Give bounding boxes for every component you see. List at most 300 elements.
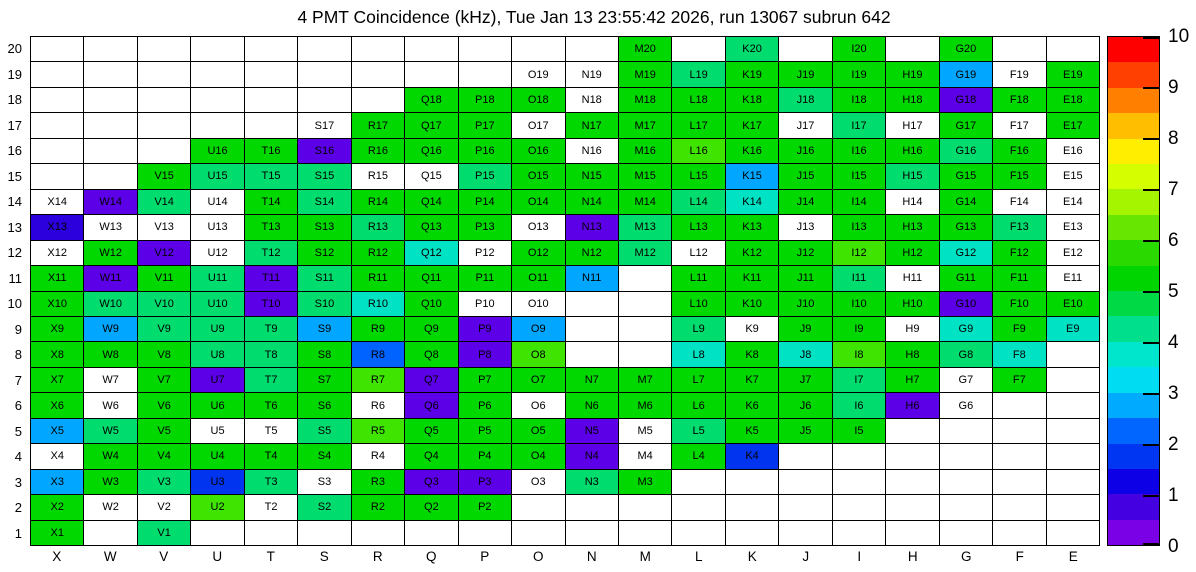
- cell-R16: R16: [352, 139, 404, 163]
- cell-empty-V16: [138, 139, 190, 163]
- cell-L10: L10: [672, 292, 724, 316]
- cell-I6: I6: [833, 393, 885, 417]
- cell-O11: O11: [512, 266, 564, 290]
- colorbar-band-3: [1108, 113, 1159, 138]
- cell-empty-F20: [993, 37, 1045, 61]
- cell-R14: R14: [352, 190, 404, 214]
- cell-J11: J11: [779, 266, 831, 290]
- cell-U5: U5: [191, 419, 243, 443]
- cell-H13: H13: [886, 215, 938, 239]
- cell-X9: X9: [31, 317, 83, 341]
- cell-G8: G8: [940, 342, 992, 366]
- cell-U16: U16: [191, 139, 243, 163]
- cell-J10: J10: [779, 292, 831, 316]
- cell-I7: I7: [833, 368, 885, 392]
- y-axis-label-11: 11: [8, 270, 22, 286]
- colorbar-band-1: [1108, 62, 1159, 87]
- colorbar-band-8: [1108, 240, 1159, 265]
- cell-W9: W9: [84, 317, 136, 341]
- cell-T6: T6: [245, 393, 297, 417]
- cell-S13: S13: [298, 215, 350, 239]
- cell-W7: W7: [84, 368, 136, 392]
- cell-T4: T4: [245, 444, 297, 468]
- cell-T7: T7: [245, 368, 297, 392]
- y-axis-label-4: 4: [14, 449, 22, 464]
- cell-empty-N20: [566, 37, 618, 61]
- cell-L9: L9: [672, 317, 724, 341]
- cell-empty-J20: [779, 37, 831, 61]
- cell-S14: S14: [298, 190, 350, 214]
- cell-R15: R15: [352, 164, 404, 188]
- colorbar-tick-9: [1143, 87, 1159, 89]
- cell-empty-X15: [31, 164, 83, 188]
- cell-empty-R18: [352, 88, 404, 112]
- cell-K18: K18: [726, 88, 778, 112]
- cell-V13: V13: [138, 215, 190, 239]
- cell-J5: J5: [779, 419, 831, 443]
- y-axis-label-6: 6: [14, 398, 22, 413]
- colorbar-band-2: [1108, 88, 1159, 113]
- cell-M14: M14: [619, 190, 671, 214]
- cell-empty-E4: [1047, 444, 1099, 468]
- cell-empty-H3: [886, 470, 938, 494]
- cell-empty-W1: [84, 521, 136, 545]
- cell-empty-G4: [940, 444, 992, 468]
- cell-W5: W5: [84, 419, 136, 443]
- colorbar-tick-5: [1143, 291, 1159, 293]
- cell-R7: R7: [352, 368, 404, 392]
- cell-I12: I12: [833, 241, 885, 265]
- x-axis-label-H: H: [907, 549, 918, 564]
- cell-N5: N5: [566, 419, 618, 443]
- cell-empty-U1: [191, 521, 243, 545]
- colorbar-tick-label-4: 4: [1168, 332, 1179, 353]
- cell-X1: X1: [31, 521, 83, 545]
- cell-empty-P19: [459, 62, 511, 86]
- cell-T9: T9: [245, 317, 297, 341]
- cell-empty-X19: [31, 62, 83, 86]
- cell-R6: R6: [352, 393, 404, 417]
- cell-empty-L2: [672, 495, 724, 519]
- cell-E14: E14: [1047, 190, 1099, 214]
- cell-T8: T8: [245, 342, 297, 366]
- cell-U11: U11: [191, 266, 243, 290]
- heatmap-grid: [30, 36, 1100, 546]
- cell-U14: U14: [191, 190, 243, 214]
- cell-T3: T3: [245, 470, 297, 494]
- cell-F12: F12: [993, 241, 1045, 265]
- cell-E11: E11: [1047, 266, 1099, 290]
- cell-empty-M11: [619, 266, 671, 290]
- cell-empty-M2: [619, 495, 671, 519]
- cell-Q9: Q9: [405, 317, 457, 341]
- colorbar-band-12: [1108, 342, 1159, 367]
- cell-empty-X17: [31, 113, 83, 137]
- cell-empty-V19: [138, 62, 190, 86]
- cell-empty-M10: [619, 292, 671, 316]
- cell-O10: O10: [512, 292, 564, 316]
- y-axis-label-12: 12: [7, 245, 22, 260]
- cell-empty-I3: [833, 470, 885, 494]
- cell-L5: L5: [672, 419, 724, 443]
- cell-V10: V10: [138, 292, 190, 316]
- y-axis-label-20: 20: [7, 41, 22, 56]
- cell-M18: M18: [619, 88, 671, 112]
- cell-G11: G11: [940, 266, 992, 290]
- cell-V15: V15: [138, 164, 190, 188]
- cell-S10: S10: [298, 292, 350, 316]
- cell-empty-E5: [1047, 419, 1099, 443]
- cell-O16: O16: [512, 139, 564, 163]
- colorbar-tick-label-7: 7: [1168, 179, 1179, 200]
- cell-P7: P7: [459, 368, 511, 392]
- cell-P6: P6: [459, 393, 511, 417]
- y-axis-label-8: 8: [14, 347, 22, 362]
- cell-O15: O15: [512, 164, 564, 188]
- cell-X11: X11: [31, 266, 83, 290]
- cell-P9: P9: [459, 317, 511, 341]
- cell-empty-U19: [191, 62, 243, 86]
- cell-I9: I9: [833, 317, 885, 341]
- cell-G20: G20: [940, 37, 992, 61]
- cell-empty-Q1: [405, 521, 457, 545]
- cell-empty-L3: [672, 470, 724, 494]
- cell-empty-K1: [726, 521, 778, 545]
- y-axis-label-19: 19: [7, 66, 22, 82]
- cell-empty-O2: [512, 495, 564, 519]
- cell-N3: N3: [566, 470, 618, 494]
- cell-L7: L7: [672, 368, 724, 392]
- cell-empty-T17: [245, 113, 297, 137]
- cell-empty-F5: [993, 419, 1045, 443]
- cell-E15: E15: [1047, 164, 1099, 188]
- cell-I16: I16: [833, 139, 885, 163]
- cell-R12: R12: [352, 241, 404, 265]
- cell-M16: M16: [619, 139, 671, 163]
- cell-empty-H1: [886, 521, 938, 545]
- cell-G9: G9: [940, 317, 992, 341]
- cell-empty-H4: [886, 444, 938, 468]
- cell-K16: K16: [726, 139, 778, 163]
- cell-T11: T11: [245, 266, 297, 290]
- cell-P13: P13: [459, 215, 511, 239]
- cell-T14: T14: [245, 190, 297, 214]
- cell-M19: M19: [619, 62, 671, 86]
- cell-empty-E20: [1047, 37, 1099, 61]
- cell-empty-E7: [1047, 368, 1099, 392]
- cell-G15: G15: [940, 164, 992, 188]
- cell-empty-M1: [619, 521, 671, 545]
- cell-P3: P3: [459, 470, 511, 494]
- cell-K8: K8: [726, 342, 778, 366]
- cell-R11: R11: [352, 266, 404, 290]
- x-axis-label-K: K: [747, 549, 757, 564]
- colorbar-band-10: [1108, 291, 1159, 316]
- cell-R10: R10: [352, 292, 404, 316]
- cell-O8: O8: [512, 342, 564, 366]
- cell-W10: W10: [84, 292, 136, 316]
- cell-empty-E3: [1047, 470, 1099, 494]
- colorbar-band-17: [1108, 469, 1159, 494]
- cell-I15: I15: [833, 164, 885, 188]
- colorbar-band-16: [1108, 444, 1159, 469]
- cell-F13: F13: [993, 215, 1045, 239]
- cell-F7: F7: [993, 368, 1045, 392]
- colorbar-tick-2: [1143, 444, 1159, 446]
- cell-K5: K5: [726, 419, 778, 443]
- cell-X5: X5: [31, 419, 83, 443]
- cell-L15: L15: [672, 164, 724, 188]
- x-axis-label-R: R: [372, 549, 383, 564]
- colorbar-band-9: [1108, 266, 1159, 291]
- cell-U12: U12: [191, 241, 243, 265]
- cell-S12: S12: [298, 241, 350, 265]
- cell-N6: N6: [566, 393, 618, 417]
- cell-U4: U4: [191, 444, 243, 468]
- cell-K19: K19: [726, 62, 778, 86]
- y-axis-label-16: 16: [7, 143, 22, 158]
- cell-empty-W17: [84, 113, 136, 137]
- colorbar-tick-label-0: 0: [1168, 536, 1179, 557]
- cell-G7: G7: [940, 368, 992, 392]
- cell-J12: J12: [779, 241, 831, 265]
- colorbar-tick-0: [1143, 543, 1159, 545]
- cell-G19: G19: [940, 62, 992, 86]
- cell-H19: H19: [886, 62, 938, 86]
- x-axis-label-J: J: [802, 549, 810, 564]
- cell-O14: O14: [512, 190, 564, 214]
- cell-V14: V14: [138, 190, 190, 214]
- cell-L14: L14: [672, 190, 724, 214]
- cell-E12: E12: [1047, 241, 1099, 265]
- cell-N14: N14: [566, 190, 618, 214]
- cell-F15: F15: [993, 164, 1045, 188]
- cell-empty-H5: [886, 419, 938, 443]
- cell-I14: I14: [833, 190, 885, 214]
- cell-K12: K12: [726, 241, 778, 265]
- cell-W13: W13: [84, 215, 136, 239]
- cell-M5: M5: [619, 419, 671, 443]
- cell-empty-F4: [993, 444, 1045, 468]
- y-axis-label-18: 18: [7, 92, 22, 107]
- cell-H12: H12: [886, 241, 938, 265]
- cell-L19: L19: [672, 62, 724, 86]
- cell-G13: G13: [940, 215, 992, 239]
- cell-V9: V9: [138, 317, 190, 341]
- cell-R8: R8: [352, 342, 404, 366]
- cell-L12: L12: [672, 241, 724, 265]
- cell-empty-W20: [84, 37, 136, 61]
- colorbar-tick-8: [1143, 138, 1159, 140]
- cell-H16: H16: [886, 139, 938, 163]
- y-axis-label-9: 9: [14, 321, 22, 337]
- cell-I20: I20: [833, 37, 885, 61]
- y-axis-label-14: 14: [7, 194, 22, 209]
- cell-F14: F14: [993, 190, 1045, 214]
- cell-empty-X16: [31, 139, 83, 163]
- cell-empty-N10: [566, 292, 618, 316]
- cell-E10: E10: [1047, 292, 1099, 316]
- cell-X10: X10: [31, 292, 83, 316]
- cell-W8: W8: [84, 342, 136, 366]
- cell-V11: V11: [138, 266, 190, 290]
- cell-V3: V3: [138, 470, 190, 494]
- cell-empty-F6: [993, 393, 1045, 417]
- cell-P8: P8: [459, 342, 511, 366]
- cell-empty-V20: [138, 37, 190, 61]
- x-axis-label-E: E: [1068, 549, 1078, 564]
- cell-empty-V17: [138, 113, 190, 137]
- cell-K15: K15: [726, 164, 778, 188]
- cell-N18: N18: [566, 88, 618, 112]
- colorbar-tick-4: [1143, 342, 1159, 344]
- cell-Q18: Q18: [405, 88, 457, 112]
- cell-S3: S3: [298, 470, 350, 494]
- cell-empty-G2: [940, 495, 992, 519]
- cell-empty-Q20: [405, 37, 457, 61]
- colorbar-band-4: [1108, 139, 1159, 164]
- cell-V6: V6: [138, 393, 190, 417]
- cell-H8: H8: [886, 342, 938, 366]
- cell-U8: U8: [191, 342, 243, 366]
- colorbar-tick-label-9: 9: [1168, 77, 1179, 98]
- colorbar-tick-3: [1143, 393, 1159, 395]
- cell-S15: S15: [298, 164, 350, 188]
- x-axis-label-I: I: [857, 549, 862, 564]
- cell-E16: E16: [1047, 139, 1099, 163]
- cell-empty-S20: [298, 37, 350, 61]
- cell-empty-R20: [352, 37, 404, 61]
- cell-R17: R17: [352, 113, 404, 137]
- x-axis-label-O: O: [532, 549, 544, 564]
- cell-Q13: Q13: [405, 215, 457, 239]
- cell-empty-F1: [993, 521, 1045, 545]
- cell-P15: P15: [459, 164, 511, 188]
- x-axis-label-L: L: [694, 549, 703, 564]
- cell-F9: F9: [993, 317, 1045, 341]
- cell-N19: N19: [566, 62, 618, 86]
- cell-H7: H7: [886, 368, 938, 392]
- cell-empty-N9: [566, 317, 618, 341]
- page-title: 4 PMT Coincidence (kHz), Tue Jan 13 23:55:42 2026, run 13067 subrun 642: [297, 7, 891, 27]
- cell-G6: G6: [940, 393, 992, 417]
- cell-empty-E6: [1047, 393, 1099, 417]
- cell-X7: X7: [31, 368, 83, 392]
- cell-K4: K4: [726, 444, 778, 468]
- x-axis: [30, 549, 1100, 567]
- cell-E18: E18: [1047, 88, 1099, 112]
- cell-empty-N2: [566, 495, 618, 519]
- cell-J14: J14: [779, 190, 831, 214]
- cell-S8: S8: [298, 342, 350, 366]
- cell-P5: P5: [459, 419, 511, 443]
- colorbar-band-6: [1108, 189, 1159, 214]
- y-axis-label-3: 3: [14, 474, 22, 490]
- cell-empty-W15: [84, 164, 136, 188]
- cell-empty-F3: [993, 470, 1045, 494]
- cell-P4: P4: [459, 444, 511, 468]
- cell-S6: S6: [298, 393, 350, 417]
- cell-O17: O17: [512, 113, 564, 137]
- cell-R5: R5: [352, 419, 404, 443]
- cell-empty-J1: [779, 521, 831, 545]
- cell-L6: L6: [672, 393, 724, 417]
- cell-F11: F11: [993, 266, 1045, 290]
- cell-P18: P18: [459, 88, 511, 112]
- colorbar-band-19: [1108, 520, 1159, 545]
- colorbar-tick-10: [1143, 37, 1159, 39]
- cell-E9: E9: [1047, 317, 1099, 341]
- cell-F17: F17: [993, 113, 1045, 137]
- cell-Q15: Q15: [405, 164, 457, 188]
- cell-Q2: Q2: [405, 495, 457, 519]
- cell-empty-U20: [191, 37, 243, 61]
- cell-G18: G18: [940, 88, 992, 112]
- cell-K7: K7: [726, 368, 778, 392]
- cell-J7: J7: [779, 368, 831, 392]
- colorbar-tick-label-8: 8: [1168, 128, 1179, 149]
- cell-S4: S4: [298, 444, 350, 468]
- cell-U6: U6: [191, 393, 243, 417]
- cell-K10: K10: [726, 292, 778, 316]
- cell-I8: I8: [833, 342, 885, 366]
- cell-V8: V8: [138, 342, 190, 366]
- cell-empty-G1: [940, 521, 992, 545]
- colorbar-tick-label-10: 10: [1168, 26, 1190, 47]
- cell-K17: K17: [726, 113, 778, 137]
- y-axis-label-7: 7: [14, 372, 22, 388]
- cell-I18: I18: [833, 88, 885, 112]
- cell-Q14: Q14: [405, 190, 457, 214]
- cell-G16: G16: [940, 139, 992, 163]
- cell-empty-K2: [726, 495, 778, 519]
- cell-O19: O19: [512, 62, 564, 86]
- cell-T16: T16: [245, 139, 297, 163]
- cell-empty-V18: [138, 88, 190, 112]
- colorbar-tick-label-1: 1: [1168, 485, 1179, 506]
- cell-M17: M17: [619, 113, 671, 137]
- cell-F16: F16: [993, 139, 1045, 163]
- cell-X2: X2: [31, 495, 83, 519]
- cell-S2: S2: [298, 495, 350, 519]
- cell-empty-W16: [84, 139, 136, 163]
- x-axis-label-M: M: [639, 549, 651, 564]
- cell-G14: G14: [940, 190, 992, 214]
- cell-S17: S17: [298, 113, 350, 137]
- cell-Q16: Q16: [405, 139, 457, 163]
- y-axis-label-13: 13: [7, 219, 22, 235]
- cell-empty-U17: [191, 113, 243, 137]
- x-axis-label-U: U: [212, 549, 223, 564]
- cell-K9: K9: [726, 317, 778, 341]
- cell-T2: T2: [245, 495, 297, 519]
- cell-N13: N13: [566, 215, 618, 239]
- cell-M6: M6: [619, 393, 671, 417]
- cell-empty-T20: [245, 37, 297, 61]
- x-axis-label-W: W: [103, 549, 117, 564]
- cell-M15: M15: [619, 164, 671, 188]
- cell-V7: V7: [138, 368, 190, 392]
- y-axis-label-10: 10: [7, 296, 22, 311]
- cell-R4: R4: [352, 444, 404, 468]
- cell-S5: S5: [298, 419, 350, 443]
- cell-empty-X18: [31, 88, 83, 112]
- cell-J16: J16: [779, 139, 831, 163]
- cell-I13: I13: [833, 215, 885, 239]
- colorbar-tick-label-2: 2: [1168, 434, 1179, 455]
- cell-T12: T12: [245, 241, 297, 265]
- cell-empty-E1: [1047, 521, 1099, 545]
